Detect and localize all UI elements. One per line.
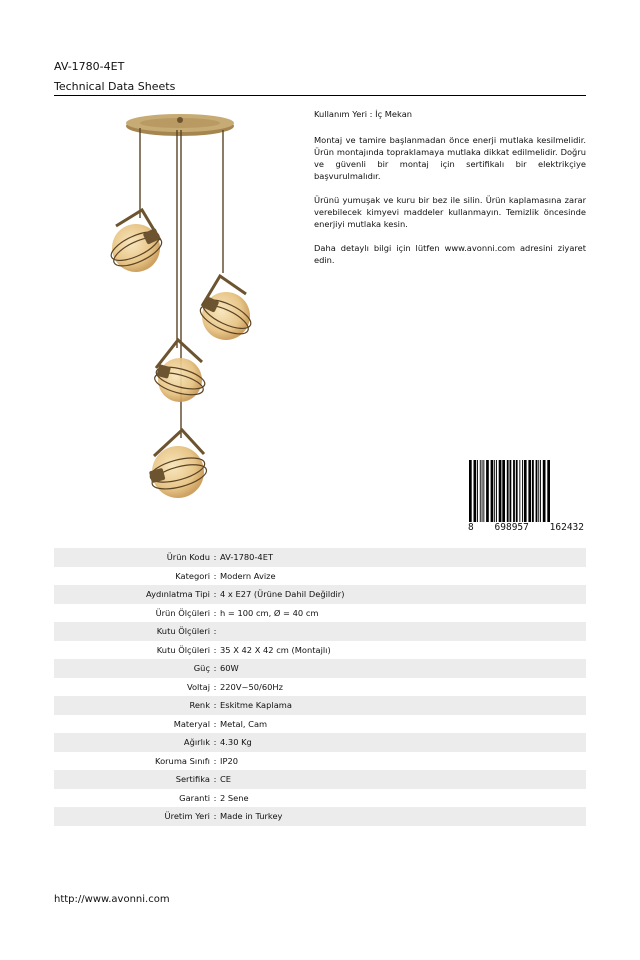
barcode-digit-group: 8: [468, 522, 474, 533]
spec-value: 2 Sene: [220, 792, 249, 803]
spec-label: Ağırlık: [183, 737, 210, 748]
spec-label: Garanti: [179, 792, 210, 803]
spec-value: 60W: [220, 663, 239, 674]
spec-separator: :: [213, 811, 217, 822]
spec-table: [54, 548, 586, 826]
spec-separator: :: [213, 570, 217, 581]
spec-label: Aydınlatma Tipi: [146, 589, 210, 600]
spec-value: Eskitme Kaplama: [220, 700, 292, 711]
spec-row: [54, 770, 586, 789]
spec-separator: :: [213, 552, 217, 563]
spec-value: 220V~50/60Hz: [220, 681, 283, 692]
spec-row: [54, 733, 586, 752]
spec-row: [54, 678, 586, 697]
spec-label: Kutu Ölçüleri: [156, 644, 210, 655]
usage-location: Kullanım Yeri : İç Mekan: [314, 109, 413, 119]
spec-row: [54, 752, 586, 771]
spec-value: CE: [220, 774, 232, 785]
barcode-digit-group: 698957: [494, 522, 529, 533]
header-divider: [54, 95, 586, 96]
spec-separator: :: [213, 681, 217, 692]
spec-separator: :: [213, 737, 217, 748]
spec-row: [54, 659, 586, 678]
spec-value: Made in Turkey: [220, 811, 283, 822]
spec-label: Sertifika: [175, 774, 210, 785]
spec-separator: :: [213, 700, 217, 711]
spec-label: Kategori: [175, 570, 210, 581]
spec-separator: :: [213, 792, 217, 803]
spec-value: Metal, Cam: [220, 718, 268, 729]
footer-url: http://www.avonni.com: [54, 894, 170, 905]
cleaning-paragraph: Ürünü yumuşak ve kuru bir bez ile silin. Ürün kaplamasına zarar verebilecek kimyevi maddeler kullanmayın. Temizlik öncesinde enerjiyi mutlaka kesin.: [314, 195, 586, 229]
spec-label: Üretim Yeri: [164, 811, 210, 822]
spec-value: Modern Avize: [220, 570, 276, 581]
usage-info: [314, 108, 586, 278]
document-subtitle: Technical Data Sheets: [54, 80, 176, 93]
spec-label: Kutu Ölçüleri: [156, 626, 210, 637]
spec-row: [54, 622, 586, 641]
barcode-digits: [466, 522, 586, 534]
spec-label: Renk: [189, 700, 210, 711]
spec-separator: :: [213, 589, 217, 600]
spec-row: [54, 641, 586, 660]
spec-separator: :: [213, 644, 217, 655]
spec-row: [54, 567, 586, 586]
spec-value: 35 X 42 X 42 cm (Montajlı): [220, 644, 331, 655]
spec-row: [54, 789, 586, 808]
spec-value: h = 100 cm, Ø = 40 cm: [220, 607, 319, 618]
spec-label: Ürün Ölçüleri: [155, 607, 210, 618]
spec-label: Ürün Kodu: [166, 552, 210, 563]
safety-paragraph: Montaj ve tamire başlanmadan önce enerji mutlaka kesilmelidir. Ürün montajında topraklamaya mutlaka dikkat edilmelidir. Doğru ve güvenli bir montaj için sertifikalı bir elektrikçiye başvurulmalıdır.: [314, 135, 586, 181]
spec-row: [54, 807, 586, 826]
document-header: [54, 60, 586, 94]
spec-value: 4 x E27 (Ürüne Dahil Değildir): [220, 589, 345, 600]
spec-separator: :: [213, 774, 217, 785]
spec-row: [54, 715, 586, 734]
spec-value: IP20: [220, 755, 239, 766]
spec-separator: :: [213, 755, 217, 766]
spec-label: Koruma Sınıfı: [155, 755, 210, 766]
spec-row: [54, 696, 586, 715]
spec-row: [54, 548, 586, 567]
spec-row: [54, 604, 586, 623]
product-code-title: AV-1780-4ET: [54, 60, 125, 73]
spec-separator: :: [213, 663, 217, 674]
spec-label: Materyal: [173, 718, 210, 729]
spec-row: [54, 585, 586, 604]
spec-separator: :: [213, 718, 217, 729]
barcode-digit-group: 162432: [549, 522, 584, 533]
website-paragraph: Daha detaylı bilgi için lütfen www.avonni.com adresini ziyaret edin.: [314, 243, 586, 265]
spec-separator: :: [213, 626, 217, 637]
spec-label: Güç: [193, 663, 210, 674]
spec-value: 4.30 Kg: [220, 737, 252, 748]
spec-value: AV-1780-4ET: [220, 552, 274, 563]
chandelier-image: [100, 108, 260, 508]
spec-label: Voltaj: [186, 681, 210, 692]
spec-separator: :: [213, 607, 217, 618]
